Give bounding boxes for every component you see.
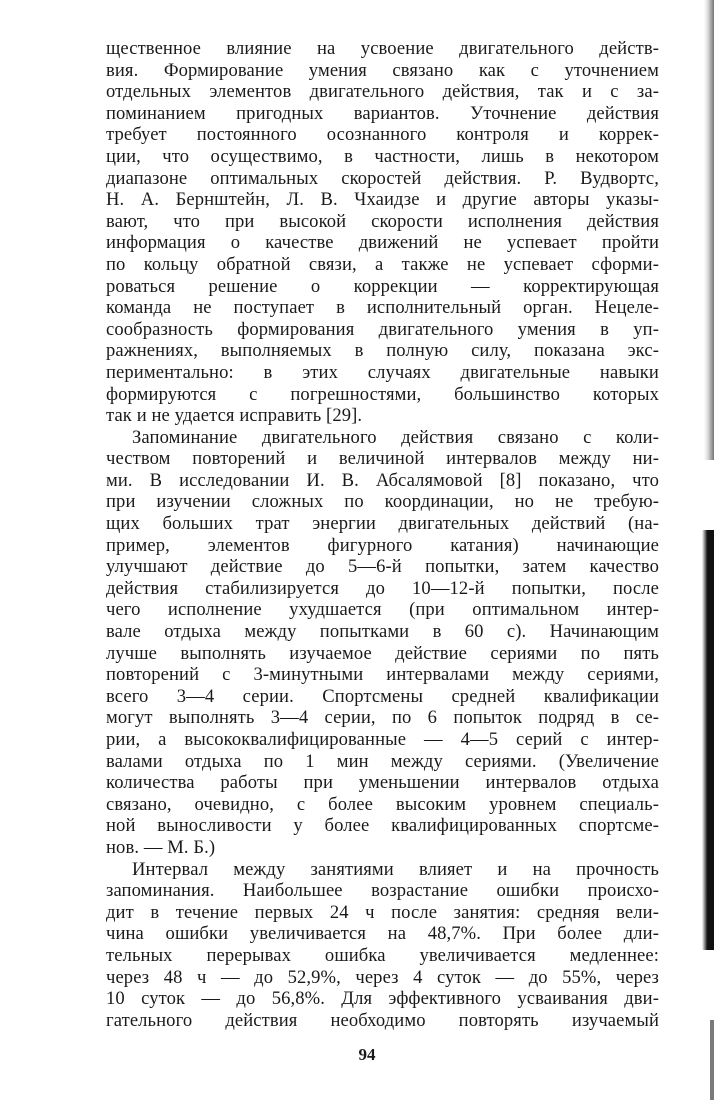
text-line: ражнениях, выполняемых в полную силу, показана экс- (106, 340, 659, 362)
text-line: при изучении сложных по координации, но не требую- (106, 491, 659, 513)
text-line: поминанием пригодных вариантов. Уточнение действия (106, 102, 659, 124)
text-line: всего 3—4 серии. Спортсмены средней квалификации (106, 685, 659, 707)
text-line: вия. Формирование умения связано как с уточнением (106, 59, 659, 81)
scan-shadow-middle (702, 530, 714, 950)
text-line: пример, элементов фигурного катания) начинающие (106, 534, 659, 556)
text-line: лучше выполнять изучаемое действие сериями по пять (106, 642, 659, 664)
text-line: количества работы при уменьшении интервалов отдыха (106, 772, 659, 794)
text-line: чина ошибки увеличивается на 48,7%. При более дли- (106, 923, 659, 945)
text-line: дит в течение первых 24 ч после занятия: средняя вели- (106, 901, 659, 923)
text-line: повторений с 3-минутными интервалами между сериями, (106, 664, 659, 686)
text-line: требует постоянного осознанного контроля и коррек- (106, 124, 659, 146)
text-line: формируются с погрешностями, большинство которых (106, 383, 659, 405)
text-line: команда не поступает в исполнительный орган. Нецеле- (106, 297, 659, 319)
text-line: сообразность формирования двигательного умения в уп- (106, 318, 659, 340)
text-line: отдельных элементов двигательного действия, так и с за- (106, 81, 659, 103)
text-line: так и не удается исправить [29]. (106, 405, 363, 427)
text-line: щих больших трат энергии двигательных действий (на- (106, 513, 659, 535)
text-line: периментально: в этих случаях двигательные навыки (106, 361, 659, 383)
text-line: нов. — М. Б.) (106, 836, 216, 858)
text-line: чего исполнение ухудшается (при оптимальном интер- (106, 599, 659, 621)
text-line: Н. А. Бернштейн, Л. В. Чхаидзе и другие авторы указы- (106, 189, 659, 211)
text-line: щественное влияние на усвоение двигательного действ- (106, 38, 659, 59)
text-line: валами отдыха по 1 мин между сериями. (Увеличение (106, 750, 659, 772)
scan-shadow-bottom (710, 1020, 714, 1100)
text-line: вале отдыха между попытками в 60 с). Начинающим (106, 621, 659, 643)
text-line: улучшают действие до 5—6-й попытки, затем качество (106, 556, 659, 578)
text-line: Интервал между занятиями влияет и на прочность (132, 858, 659, 880)
text-line: диапазоне оптимальных скоростей действия. Р. Вудвортс, (106, 167, 659, 189)
text-line: через 48 ч — до 52,9%, через 4 суток — до 55%, через (106, 966, 659, 988)
text-line: ми. В исследовании И. В. Абсалямовой [8] показано, что (106, 469, 659, 491)
text-line: чеством повторений и величиной интервалов между ни- (106, 448, 659, 470)
text-line: по кольцу обратной связи, а также не успевает сформи- (106, 253, 659, 275)
text-line: ции, что осуществимо, в частности, лишь в некотором (106, 145, 659, 167)
scan-shadow-top (704, 0, 714, 460)
text-line: могут выполнять 3—4 серии, по 6 попыток подряд в се- (106, 707, 659, 729)
text-line: информация о качестве движений не успевает пройти (106, 232, 659, 254)
text-line: рии, а высококвалифицированные — 4—5 серий с интер- (106, 729, 659, 750)
text-line: гательного действия необходимо повторять изучаемый (106, 1009, 659, 1031)
text-line: 10 суток — до 56,8%. Для эффективного усваивания дви- (106, 988, 659, 1010)
text-line: связано, очевидно, с более высоким уровнем специаль- (106, 793, 659, 815)
text-line: запоминания. Наибольшее возрастание ошибки происхо- (106, 880, 659, 902)
body-text (106, 38, 659, 1031)
text-line: ной выносливости у более квалифицированных спортсме- (106, 815, 659, 837)
text-line: Запоминание двигательного действия связано с коли- (132, 426, 659, 448)
text-line: тельных перерывах ошибка увеличивается медленнее: (106, 944, 659, 966)
text-line: действия стабилизируется до 10—12-й попытки, после (106, 577, 659, 599)
text-line: вают, что при высокой скорости исполнения действия (106, 210, 659, 232)
page-number: 94 (358, 1045, 376, 1064)
text-line: роваться решение о коррекции — корректирующая (106, 275, 659, 297)
